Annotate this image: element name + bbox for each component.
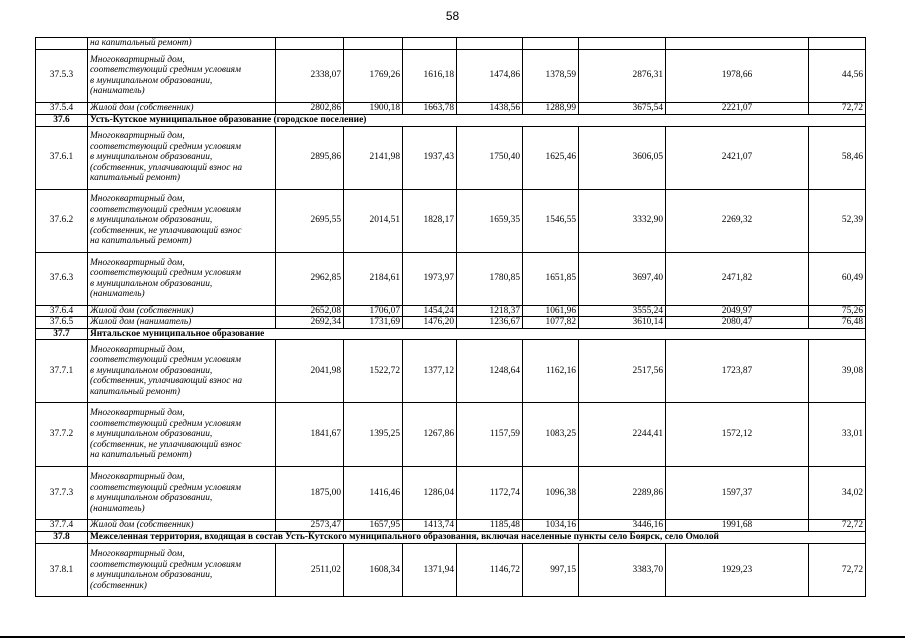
row-code xyxy=(36,38,88,50)
value-cell xyxy=(666,38,809,50)
value-cell: 1978,66 xyxy=(666,49,809,102)
value-cell: 3383,70 xyxy=(579,544,666,597)
value-cell: 72,72 xyxy=(809,520,866,532)
value-cell: 1780,85 xyxy=(457,252,523,305)
value-cell: 2895,86 xyxy=(276,126,344,189)
description-line: Многоквартирный дом, xyxy=(90,54,185,65)
row-description xyxy=(88,189,276,252)
value-cell: 1663,78 xyxy=(403,102,457,114)
description-line: Многоквартирный дом, xyxy=(90,472,185,482)
table-row xyxy=(36,102,866,114)
description-line: (наниматель) xyxy=(90,289,145,299)
row-code: 37.8 xyxy=(36,532,88,544)
description-line: в муниципальном образовании, xyxy=(90,215,213,226)
row-code: 37.6.5 xyxy=(36,317,88,329)
value-cell: 3675,54 xyxy=(579,102,666,114)
value-cell: 1185,48 xyxy=(457,520,523,532)
value-cell: 2080,47 xyxy=(666,317,809,329)
value-cell: 1769,26 xyxy=(344,49,403,102)
description-line: Жилой дом (собственник) xyxy=(90,305,194,316)
value-cell: 1395,25 xyxy=(344,403,403,467)
value-cell: 58,46 xyxy=(809,126,866,189)
description-line: соответствующий средним условиям xyxy=(90,355,242,366)
value-cell xyxy=(579,38,666,50)
value-cell: 1522,72 xyxy=(344,340,403,403)
row-description xyxy=(88,38,276,50)
value-cell: 1288,99 xyxy=(523,102,579,114)
row-description xyxy=(88,305,276,317)
description-line: на капитальный ремонт) xyxy=(90,450,192,461)
value-cell: 1929,23 xyxy=(666,544,809,597)
description-line: (наниматель) xyxy=(90,503,145,514)
value-cell: 2692,34 xyxy=(276,317,344,329)
description-line: соответствующий средним условиям xyxy=(90,418,242,429)
value-cell: 1659,35 xyxy=(457,189,523,252)
description-line: капитальный ремонт) xyxy=(90,386,181,397)
description-line: соответствующий средним условиям xyxy=(90,204,242,215)
value-cell: 3446,16 xyxy=(579,520,666,532)
value-cell: 2421,07 xyxy=(666,126,809,189)
value-cell: 3610,14 xyxy=(579,317,666,329)
value-cell: 1172,74 xyxy=(457,467,523,520)
value-cell: 1731,69 xyxy=(344,317,403,329)
row-code: 37.8.1 xyxy=(36,544,88,597)
value-cell: 72,72 xyxy=(809,102,866,114)
value-cell: 2652,08 xyxy=(276,305,344,317)
value-cell: 1267,86 xyxy=(403,403,457,467)
section-title: Янтальское муниципальное образование xyxy=(88,328,866,340)
description-line: в муниципальном образовании, xyxy=(90,493,213,503)
table-body xyxy=(36,38,866,597)
description-line: Жилой дом (собственник) xyxy=(90,102,194,113)
row-description xyxy=(88,126,276,189)
value-cell: 1625,46 xyxy=(523,126,579,189)
row-code: 37.6.1 xyxy=(36,126,88,189)
description-line: Многоквартирный дом, xyxy=(90,344,185,355)
row-description xyxy=(88,102,276,114)
value-cell xyxy=(809,38,866,50)
value-cell: 2695,55 xyxy=(276,189,344,252)
row-code: 37.7.4 xyxy=(36,520,88,532)
value-cell: 1034,16 xyxy=(523,520,579,532)
value-cell: 60,49 xyxy=(809,252,866,305)
value-cell: 2269,32 xyxy=(666,189,809,252)
description-line: (собственник) xyxy=(90,580,147,591)
value-cell: 2289,86 xyxy=(579,467,666,520)
value-cell: 44,56 xyxy=(809,49,866,102)
tariff-table xyxy=(35,37,866,597)
value-cell: 1096,38 xyxy=(523,467,579,520)
row-code: 37.7.2 xyxy=(36,403,88,467)
value-cell: 2573,47 xyxy=(276,520,344,532)
row-description xyxy=(88,467,276,520)
value-cell: 2876,31 xyxy=(579,49,666,102)
description-line: Многоквартирный дом, xyxy=(90,131,185,142)
value-cell: 1616,18 xyxy=(403,49,457,102)
row-code: 37.5.4 xyxy=(36,102,88,114)
row-description xyxy=(88,340,276,403)
description-line: (собственник, не уплачивающий взнос xyxy=(90,225,242,236)
value-cell: 1706,07 xyxy=(344,305,403,317)
value-cell xyxy=(403,38,457,50)
value-cell: 1162,16 xyxy=(523,340,579,403)
value-cell: 1597,37 xyxy=(666,467,809,520)
row-code: 37.7.3 xyxy=(36,467,88,520)
description-line: Жилой дом (наниматель) xyxy=(90,317,192,327)
value-cell: 1378,59 xyxy=(523,49,579,102)
row-description xyxy=(88,544,276,597)
value-cell: 1454,24 xyxy=(403,305,457,317)
value-cell: 1377,12 xyxy=(403,340,457,403)
value-cell: 1146,72 xyxy=(457,544,523,597)
value-cell: 1572,12 xyxy=(666,403,809,467)
value-cell: 2511,02 xyxy=(276,544,344,597)
value-cell xyxy=(523,38,579,50)
row-code: 37.6.3 xyxy=(36,252,88,305)
table-row xyxy=(36,340,866,403)
value-cell: 1476,20 xyxy=(403,317,457,329)
description-line: на капитальный ремонт) xyxy=(90,236,192,247)
value-cell: 1657,95 xyxy=(344,520,403,532)
description-line: в муниципальном образовании, xyxy=(90,278,213,289)
value-cell: 2221,07 xyxy=(666,102,809,114)
value-cell: 2802,86 xyxy=(276,102,344,114)
value-cell: 1077,82 xyxy=(523,317,579,329)
value-cell: 1218,37 xyxy=(457,305,523,317)
value-cell: 76,48 xyxy=(809,317,866,329)
value-cell: 3555,24 xyxy=(579,305,666,317)
bottom-rule xyxy=(0,636,905,638)
description-line: (собственник, не уплачивающий взнос xyxy=(90,439,242,450)
page-number: 58 xyxy=(445,9,460,23)
row-description xyxy=(88,252,276,305)
table-row xyxy=(36,544,866,597)
description-line: капитальный ремонт) xyxy=(90,173,181,184)
table-row xyxy=(36,189,866,252)
value-cell: 1236,67 xyxy=(457,317,523,329)
description-line: на капитальный ремонт) xyxy=(90,38,192,48)
value-cell: 1474,86 xyxy=(457,49,523,102)
description-line: в муниципальном образовании, xyxy=(90,365,213,376)
value-cell: 1608,34 xyxy=(344,544,403,597)
value-cell: 1937,43 xyxy=(403,126,457,189)
table-row xyxy=(36,49,866,102)
table-row xyxy=(36,317,866,329)
value-cell: 1416,46 xyxy=(344,467,403,520)
value-cell: 2041,98 xyxy=(276,340,344,403)
table-row xyxy=(36,467,866,520)
value-cell: 1157,59 xyxy=(457,403,523,467)
description-line: Многоквартирный дом, xyxy=(90,257,185,268)
section-title: Усть-Кутское муниципальное образование (городское поселение) xyxy=(88,114,866,126)
row-code: 37.5.3 xyxy=(36,49,88,102)
section-row xyxy=(36,532,866,544)
value-cell: 1248,64 xyxy=(457,340,523,403)
value-cell: 1750,40 xyxy=(457,126,523,189)
row-code: 37.7 xyxy=(36,328,88,340)
description-line: соответствующий средним условиям xyxy=(90,268,242,278)
table-row xyxy=(36,403,866,467)
section-row xyxy=(36,114,866,126)
value-cell: 52,39 xyxy=(809,189,866,252)
value-cell xyxy=(457,38,523,50)
row-description xyxy=(88,49,276,102)
description-line: (собственник, уплачивающий взнос на xyxy=(90,162,243,173)
value-cell: 2184,61 xyxy=(344,252,403,305)
table-row xyxy=(36,252,866,305)
value-cell: 3697,40 xyxy=(579,252,666,305)
description-line: соответствующий средним условиям xyxy=(90,559,242,570)
row-code: 37.6.2 xyxy=(36,189,88,252)
value-cell: 1083,25 xyxy=(523,403,579,467)
value-cell: 1371,94 xyxy=(403,544,457,597)
description-line: в муниципальном образовании, xyxy=(90,152,213,163)
value-cell: 1286,04 xyxy=(403,467,457,520)
section-title: Межселенная территория, входящая в состав Усть-Кутского муниципального образования, включая населенные пункты село Боярск, село Омолой xyxy=(88,532,866,544)
description-line: соответствующий средним условиям xyxy=(90,65,242,75)
value-cell: 2049,97 xyxy=(666,305,809,317)
value-cell: 1841,67 xyxy=(276,403,344,467)
value-cell: 1900,18 xyxy=(344,102,403,114)
description-line: в муниципальном образовании, xyxy=(90,75,213,86)
value-cell: 1061,96 xyxy=(523,305,579,317)
row-code: 37.6 xyxy=(36,114,88,126)
value-cell: 1413,74 xyxy=(403,520,457,532)
value-cell: 34,02 xyxy=(809,467,866,520)
description-line: Многоквартирный дом, xyxy=(90,194,185,205)
value-cell: 2517,56 xyxy=(579,340,666,403)
value-cell: 2338,07 xyxy=(276,49,344,102)
value-cell: 3606,05 xyxy=(579,126,666,189)
description-line: в муниципальном образовании, xyxy=(90,570,213,580)
value-cell: 2141,98 xyxy=(344,126,403,189)
description-line: Многоквартирный дом, xyxy=(90,408,185,419)
value-cell: 33,01 xyxy=(809,403,866,467)
row-description xyxy=(88,520,276,532)
value-cell: 997,15 xyxy=(523,544,579,597)
value-cell: 1828,17 xyxy=(403,189,457,252)
description-line: (собственник, уплачивающий взнос на xyxy=(90,376,243,387)
description-line: Многоквартирный дом, xyxy=(90,549,185,559)
value-cell: 1438,56 xyxy=(457,102,523,114)
table-row xyxy=(36,305,866,317)
value-cell: 72,72 xyxy=(809,544,866,597)
description-line: (наниматель) xyxy=(90,86,145,96)
row-description xyxy=(88,317,276,329)
section-row xyxy=(36,328,866,340)
row-code: 37.6.4 xyxy=(36,305,88,317)
value-cell: 1546,55 xyxy=(523,189,579,252)
description-line: в муниципальном образовании, xyxy=(90,429,213,440)
value-cell: 1723,87 xyxy=(666,340,809,403)
description-line: соответствующий средним условиям xyxy=(90,141,242,152)
description-line: Жилой дом (собственник) xyxy=(90,520,194,531)
row-code: 37.7.1 xyxy=(36,340,88,403)
value-cell: 2962,85 xyxy=(276,252,344,305)
row-description xyxy=(88,403,276,467)
value-cell: 1991,68 xyxy=(666,520,809,532)
value-cell: 1875,00 xyxy=(276,467,344,520)
table-row xyxy=(36,520,866,532)
value-cell: 39,08 xyxy=(809,340,866,403)
value-cell xyxy=(344,38,403,50)
value-cell: 2014,51 xyxy=(344,189,403,252)
description-line: соответствующий средним условиям xyxy=(90,482,242,493)
value-cell: 2244,41 xyxy=(579,403,666,467)
value-cell: 1651,85 xyxy=(523,252,579,305)
value-cell: 2471,82 xyxy=(666,252,809,305)
table-row xyxy=(36,126,866,189)
table-row xyxy=(36,38,866,50)
value-cell: 3332,90 xyxy=(579,189,666,252)
value-cell: 75,26 xyxy=(809,305,866,317)
value-cell: 1973,97 xyxy=(403,252,457,305)
value-cell xyxy=(276,38,344,50)
